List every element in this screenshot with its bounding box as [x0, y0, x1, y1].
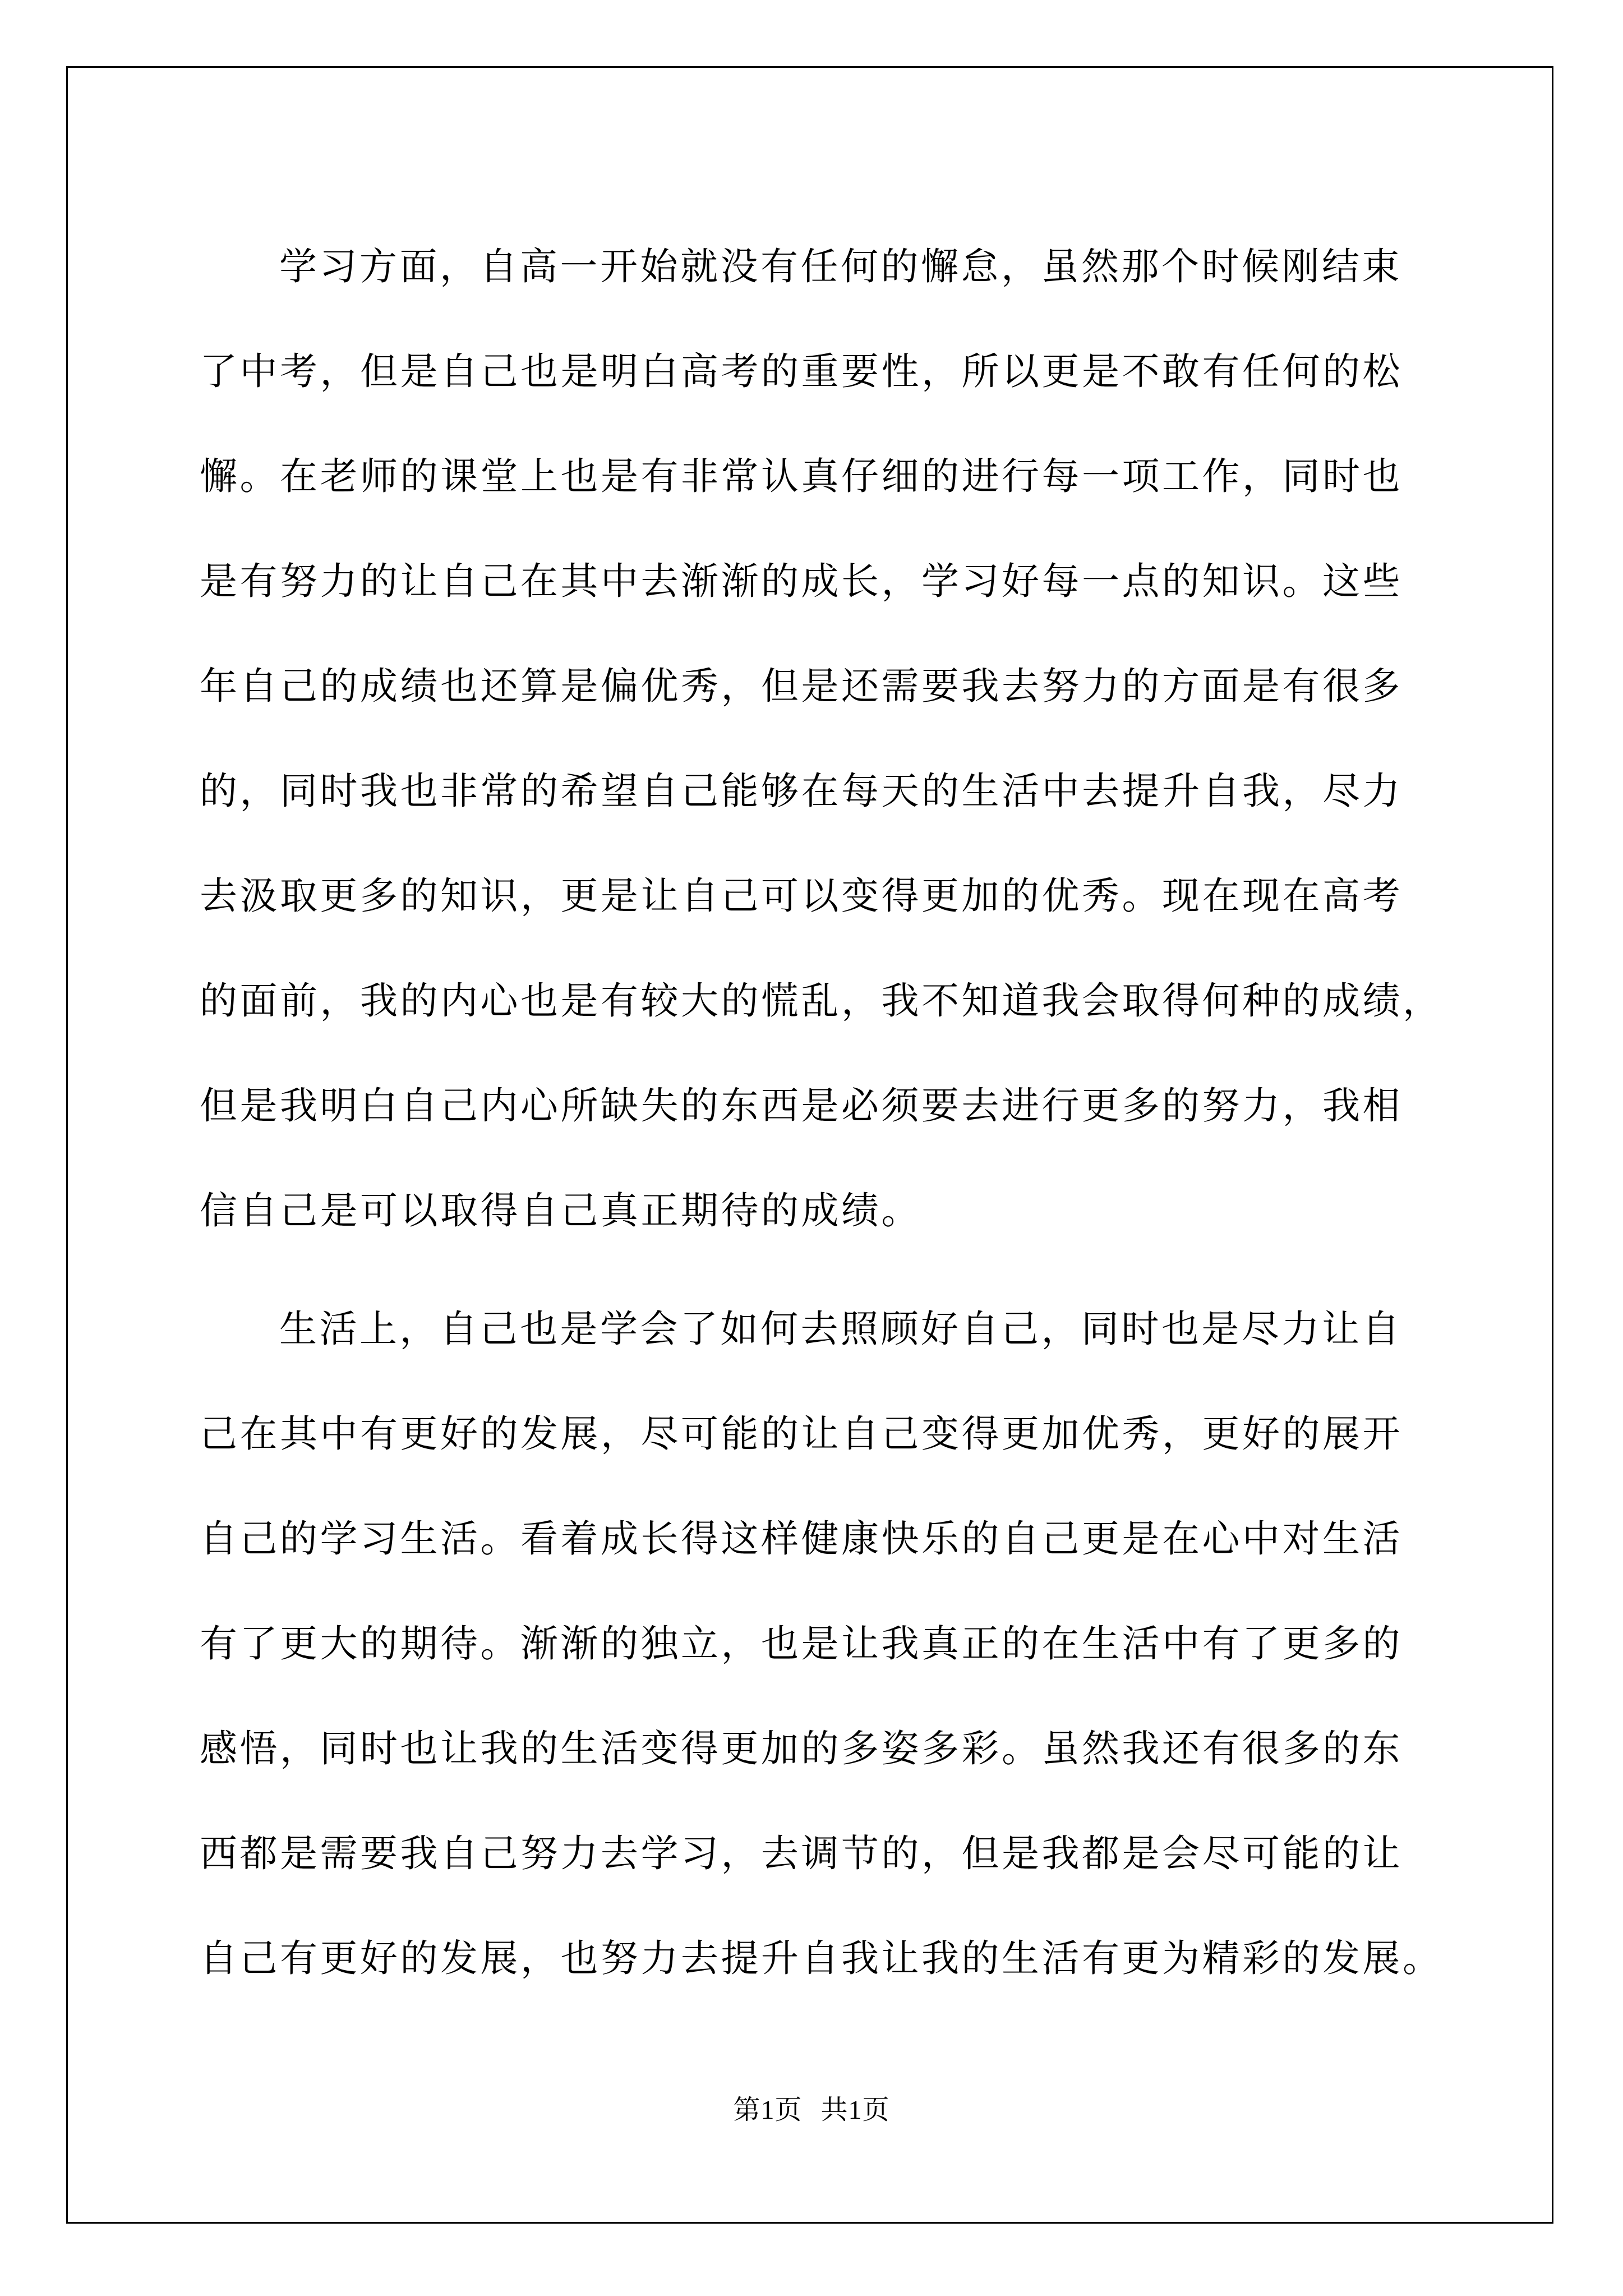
text-line: 自己的学习生活。看着成长得这样健康快乐的自己更是在心中对生活: [200, 1517, 1403, 1561]
text-line: 信自己是可以取得自己真正期待的成绩。: [200, 1189, 921, 1232]
text-line: 己在其中有更好的发展，尽可能的让自己变得更加优秀，更好的展开: [200, 1412, 1403, 1456]
text-line: 的，同时我也非常的希望自己能够在每天的生活中去提升自我，尽力: [200, 769, 1403, 813]
text-line: 的面前，我的内心也是有较大的慌乱，我不知道我会取得何种的成绩，: [200, 979, 1443, 1023]
text-line: 去汲取更多的知识，更是让自己可以变得更加的优秀。现在现在高考: [200, 874, 1403, 918]
text-line: 自己有更好的发展，也努力去提升自我让我的生活有更为精彩的发展。: [200, 1936, 1443, 1980]
page-footer: [0, 2088, 1623, 2127]
text-line: 学习方面，自高一开始就没有任何的懈怠，虽然那个时候刚结束: [279, 245, 1402, 288]
text-line: 了中考，但是自己也是明白高考的重要性，所以更是不敢有任何的松: [200, 349, 1403, 393]
text-line: 生活上，自己也是学会了如何去照顾好自己，同时也是尽力让自: [279, 1307, 1402, 1351]
document-body: [200, 214, 1456, 2024]
text-line: 感悟，同时也让我的生活变得更加的多姿多彩。虽然我还有很多的东: [200, 1727, 1403, 1770]
text-line: 是有努力的让自己在其中去渐渐的成长，学习好每一点的知识。这些: [200, 559, 1403, 603]
text-line: 但是我明白自己内心所缺失的东西是必须要去进行更多的努力，我相: [200, 1084, 1403, 1128]
text-line: 年自己的成绩也还算是偏优秀，但是还需要我去努力的方面是有很多: [200, 664, 1403, 708]
paragraph-life: [200, 1277, 1456, 2011]
text-line: 有了更大的期待。渐渐的独立，也是让我真正的在生活中有了更多的: [200, 1622, 1403, 1665]
page-number: 第1页: [733, 2095, 803, 2125]
text-line: 西都是需要我自己努力去学习，去调节的，但是我都是会尽可能的让: [200, 1832, 1403, 1875]
paragraph-study: [200, 214, 1456, 1263]
text-line: 懈。在老师的课堂上也是有非常认真仔细的进行每一项工作，同时也: [200, 454, 1403, 498]
page-total: 共1页: [820, 2095, 890, 2125]
